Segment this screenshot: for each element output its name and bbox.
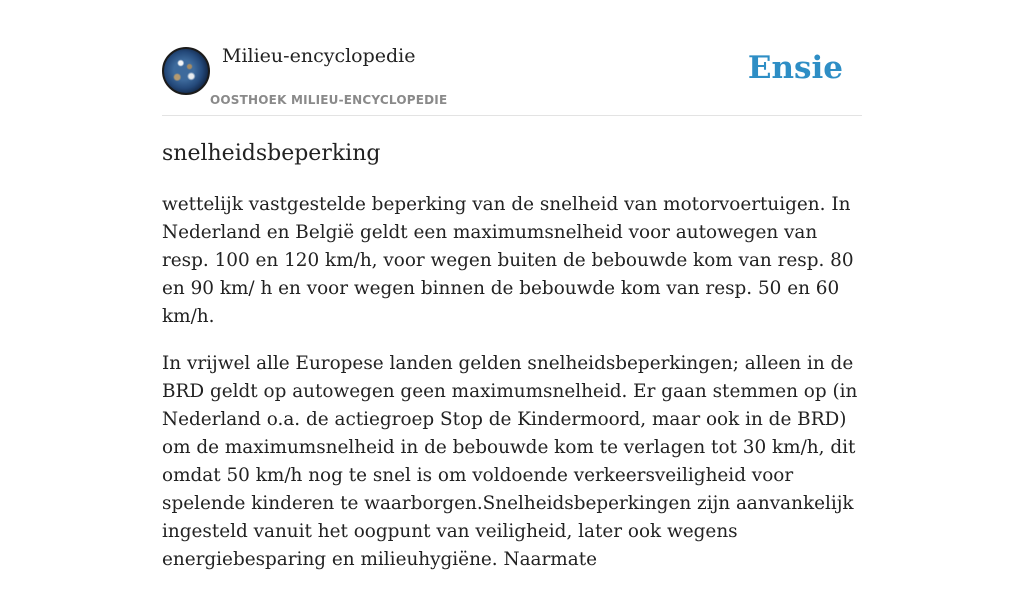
site-subtitle: OOSTHOEK MILIEU-ENCYCLOPEDIE <box>210 93 448 107</box>
site-header <box>162 0 862 116</box>
article-title: snelheidsbeperking <box>162 141 381 166</box>
ensie-logo-link[interactable]: Ensie <box>747 50 843 86</box>
site-name-link[interactable]: Milieu-encyclopedie <box>222 45 416 67</box>
earth-globe-icon[interactable] <box>162 47 210 95</box>
article-paragraph: In vrijwel alle Europese landen gelden snelheidsbeperkingen; alleen in de BRD geldt op autowegen geen maximumsnelheid. Er gaan stemmen op (in Nederland o.a. de actiegroep Stop de Kindermoord, maar ook in de BRD) om de maximumsnelheid in de bebouwde kom te verlagen tot 30 km/h, dit omdat 50 km/h nog te snel is om voldoende verkeersveiligheid voor spelende kinderen te waarborgen.Snelheidsbeperkingen zijn aanvankelijk ingesteld vanuit het oogpunt van veiligheid, later ook wegens energiebesparing en milieuhygiëne. Naarmate <box>162 353 858 570</box>
article-content <box>162 139 862 593</box>
article-paragraph: wettelijk vastgestelde beperking van de snelheid van motorvoertuigen. In Nederland en België geldt een maximumsnelheid voor autowegen van resp. 100 en 120 km/h, voor wegen buiten de bebouwde kom van resp. 80 en 90 km/ h en voor wegen binnen de bebouwde kom van resp. 50 en 60 km/h. <box>162 194 854 327</box>
